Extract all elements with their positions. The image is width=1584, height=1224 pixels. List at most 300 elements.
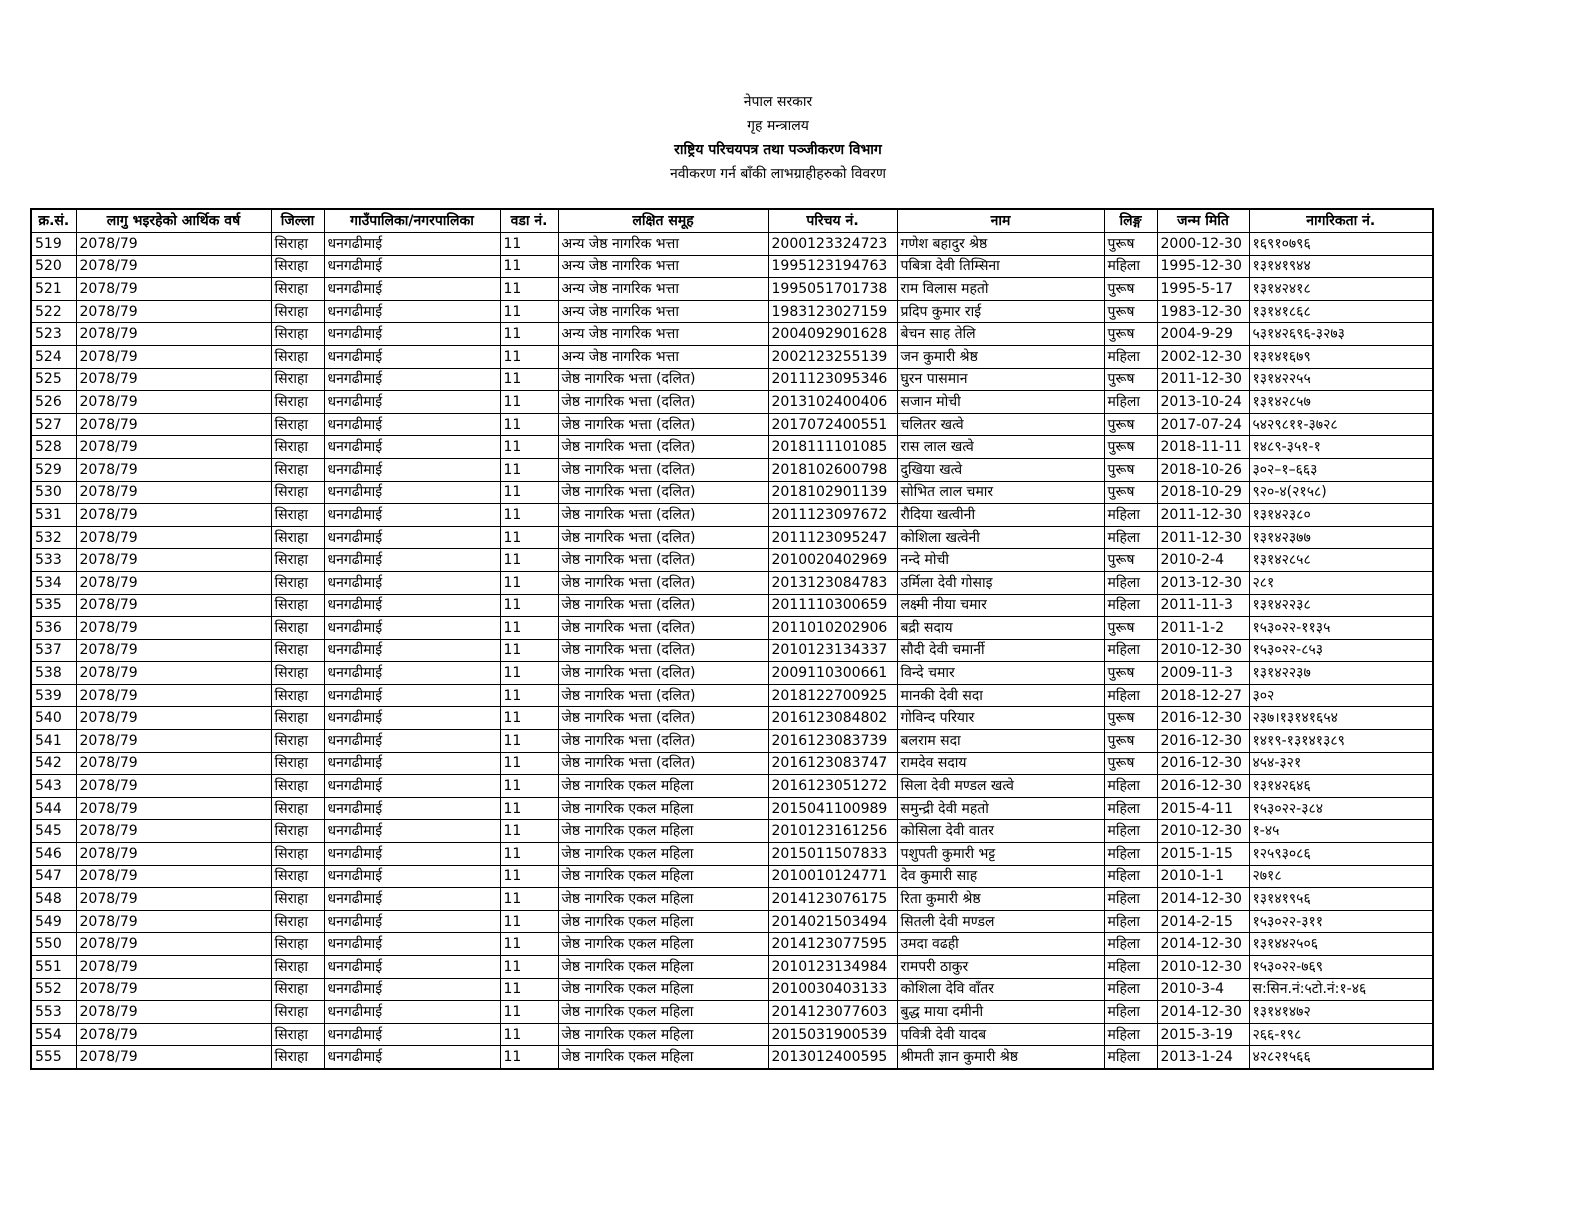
serial-cell: 530	[31, 481, 76, 504]
birth-date-cell: 2009-11-3	[1157, 662, 1249, 685]
name-cell: राम विलास महतो	[897, 278, 1104, 301]
gender-cell: महिला	[1104, 345, 1157, 368]
birth-date-cell: 2014-12-30	[1157, 933, 1249, 956]
birth-date-cell: 2013-10-24	[1157, 391, 1249, 414]
ward-cell: 11	[500, 594, 558, 617]
table-row	[31, 255, 1433, 278]
municipality-cell: धनगढीमाई	[324, 345, 500, 368]
ward-cell: 11	[500, 707, 558, 730]
ward-cell: 11	[500, 345, 558, 368]
municipality-cell: धनगढीमाई	[324, 956, 500, 979]
birth-date-cell: 2010-2-4	[1157, 549, 1249, 572]
target-group-cell: जेष्ठ नागरिक एकल महिला	[558, 1023, 768, 1046]
name-cell: बुद्ध माया दमीनी	[897, 1001, 1104, 1024]
gender-cell: महिला	[1104, 775, 1157, 798]
birth-date-cell: 2015-3-19	[1157, 1023, 1249, 1046]
fiscal-year-cell: 2078/79	[76, 662, 271, 685]
id-number-cell: 2018122700925	[768, 684, 897, 707]
id-number-cell: 2014123076175	[768, 888, 897, 911]
target-group-cell: अन्य जेष्ठ नागरिक भत्ता	[558, 255, 768, 278]
district-cell: सिराहा	[271, 323, 324, 346]
gender-cell: महिला	[1104, 594, 1157, 617]
name-cell: जन कुमारी श्रेष्ठ	[897, 345, 1104, 368]
municipality-cell: धनगढीमाई	[324, 413, 500, 436]
table-row	[31, 684, 1433, 707]
name-cell: बेचन साह तेलि	[897, 323, 1104, 346]
municipality-cell: धनगढीमाई	[324, 526, 500, 549]
ward-cell: 11	[500, 888, 558, 911]
birth-date-cell: 2015-4-11	[1157, 797, 1249, 820]
district-cell: सिराहा	[271, 436, 324, 459]
col-header-birth-date: जन्म मिति	[1157, 209, 1249, 233]
ward-cell: 11	[500, 233, 558, 256]
target-group-cell: जेष्ठ नागरिक भत्ता (दलित)	[558, 730, 768, 753]
serial-cell: 552	[31, 978, 76, 1001]
table-row	[31, 391, 1433, 414]
table-row	[31, 865, 1433, 888]
beneficiary-table	[30, 208, 1434, 1070]
table-row	[31, 843, 1433, 866]
municipality-cell: धनगढीमाई	[324, 684, 500, 707]
col-header-ward: वडा नं.	[500, 209, 558, 233]
id-number-cell: 2011123095247	[768, 526, 897, 549]
municipality-cell: धनगढीमाई	[324, 300, 500, 323]
target-group-cell: जेष्ठ नागरिक भत्ता (दलित)	[558, 481, 768, 504]
district-cell: सिराहा	[271, 639, 324, 662]
target-group-cell: अन्य जेष्ठ नागरिक भत्ता	[558, 345, 768, 368]
birth-date-cell: 2013-1-24	[1157, 1046, 1249, 1069]
id-number-cell: 2016123083739	[768, 730, 897, 753]
id-number-cell: 2013102400406	[768, 391, 897, 414]
target-group-cell: जेष्ठ नागरिक भत्ता (दलित)	[558, 594, 768, 617]
table-row	[31, 458, 1433, 481]
municipality-cell: धनगढीमाई	[324, 843, 500, 866]
district-cell: सिराहा	[271, 662, 324, 685]
district-cell: सिराहा	[271, 413, 324, 436]
name-cell: सिला देवी मण्डल खत्वे	[897, 775, 1104, 798]
fiscal-year-cell: 2078/79	[76, 594, 271, 617]
target-group-cell: जेष्ठ नागरिक एकल महिला	[558, 865, 768, 888]
fiscal-year-cell: 2078/79	[76, 978, 271, 1001]
id-number-cell: 2010010124771	[768, 865, 897, 888]
id-number-cell: 2011123097672	[768, 504, 897, 527]
municipality-cell: धनगढीमाई	[324, 933, 500, 956]
district-cell: सिराहा	[271, 233, 324, 256]
ward-cell: 11	[500, 843, 558, 866]
serial-cell: 529	[31, 458, 76, 481]
birth-date-cell: 2018-10-26	[1157, 458, 1249, 481]
target-group-cell: जेष्ठ नागरिक एकल महिला	[558, 820, 768, 843]
citizenship-number-cell: १५३०२२-३११	[1249, 910, 1433, 933]
serial-cell: 528	[31, 436, 76, 459]
name-cell: कोसिला देवी वातर	[897, 820, 1104, 843]
fiscal-year-cell: 2078/79	[76, 684, 271, 707]
id-number-cell: 2010123161256	[768, 820, 897, 843]
name-cell: लक्ष्मी नीया चमार	[897, 594, 1104, 617]
target-group-cell: जेष्ठ नागरिक एकल महिला	[558, 933, 768, 956]
serial-cell: 543	[31, 775, 76, 798]
district-cell: सिराहा	[271, 888, 324, 911]
table-row	[31, 345, 1433, 368]
district-cell: सिराहा	[271, 820, 324, 843]
serial-cell: 551	[31, 956, 76, 979]
citizenship-number-cell: १२५९३०८६	[1249, 843, 1433, 866]
target-group-cell: जेष्ठ नागरिक भत्ता (दलित)	[558, 549, 768, 572]
district-cell: सिराहा	[271, 391, 324, 414]
ward-cell: 11	[500, 391, 558, 414]
ward-cell: 11	[500, 662, 558, 685]
birth-date-cell: 2014-2-15	[1157, 910, 1249, 933]
fiscal-year-cell: 2078/79	[76, 910, 271, 933]
table-row	[31, 233, 1433, 256]
table-row	[31, 888, 1433, 911]
ward-cell: 11	[500, 639, 558, 662]
target-group-cell: जेष्ठ नागरिक भत्ता (दलित)	[558, 436, 768, 459]
birth-date-cell: 2011-11-3	[1157, 594, 1249, 617]
municipality-cell: धनगढीमाई	[324, 549, 500, 572]
id-number-cell: 2014021503494	[768, 910, 897, 933]
target-group-cell: जेष्ठ नागरिक भत्ता (दलित)	[558, 413, 768, 436]
district-cell: सिराहा	[271, 526, 324, 549]
col-header-district: जिल्ला	[271, 209, 324, 233]
serial-cell: 523	[31, 323, 76, 346]
citizenship-number-cell: १३१४२६४६	[1249, 775, 1433, 798]
citizenship-number-cell: १३१४१६७९	[1249, 345, 1433, 368]
citizenship-number-cell: १३१४१८६८	[1249, 300, 1433, 323]
citizenship-number-cell: १३१४२२३८	[1249, 594, 1433, 617]
target-group-cell: जेष्ठ नागरिक भत्ता (दलित)	[558, 752, 768, 775]
table-row	[31, 797, 1433, 820]
name-cell: विन्दे चमार	[897, 662, 1104, 685]
gender-cell: महिला	[1104, 526, 1157, 549]
col-header-name: नाम	[897, 209, 1104, 233]
birth-date-cell: 2011-12-30	[1157, 526, 1249, 549]
target-group-cell: जेष्ठ नागरिक भत्ता (दलित)	[558, 571, 768, 594]
name-cell: गणेश बहादुर श्रेष्ठ	[897, 233, 1104, 256]
target-group-cell: जेष्ठ नागरिक भत्ता (दलित)	[558, 617, 768, 640]
target-group-cell: जेष्ठ नागरिक भत्ता (दलित)	[558, 526, 768, 549]
district-cell: सिराहा	[271, 730, 324, 753]
table-row	[31, 662, 1433, 685]
target-group-cell: अन्य जेष्ठ नागरिक भत्ता	[558, 323, 768, 346]
fiscal-year-cell: 2078/79	[76, 549, 271, 572]
header-department: राष्ट्रिय परिचयपत्र तथा पञ्जीकरण विभाग	[674, 142, 882, 158]
gender-cell: महिला	[1104, 571, 1157, 594]
citizenship-number-cell: १-४५	[1249, 820, 1433, 843]
serial-cell: 533	[31, 549, 76, 572]
citizenship-number-cell: २६६-१९८	[1249, 1023, 1433, 1046]
table-row	[31, 820, 1433, 843]
citizenship-number-cell: १५३०२२-३८४	[1249, 797, 1433, 820]
ward-cell: 11	[500, 730, 558, 753]
fiscal-year-cell: 2078/79	[76, 255, 271, 278]
table-row	[31, 323, 1433, 346]
col-header-fiscal-year: लागु भइरहेको आर्थिक वर्ष	[76, 209, 271, 233]
ward-cell: 11	[500, 368, 558, 391]
id-number-cell: 2018102600798	[768, 458, 897, 481]
header-ministry: गृह मन्त्रालय	[747, 118, 809, 134]
table-row	[31, 413, 1433, 436]
gender-cell: महिला	[1104, 504, 1157, 527]
serial-cell: 534	[31, 571, 76, 594]
serial-cell: 537	[31, 639, 76, 662]
birth-date-cell: 2016-12-30	[1157, 775, 1249, 798]
district-cell: सिराहा	[271, 345, 324, 368]
ward-cell: 11	[500, 684, 558, 707]
table-header-row	[31, 209, 1433, 233]
citizenship-number-cell: ३०२–१–६६३	[1249, 458, 1433, 481]
ward-cell: 11	[500, 956, 558, 979]
serial-cell: 545	[31, 820, 76, 843]
name-cell: रास लाल खत्वे	[897, 436, 1104, 459]
birth-date-cell: 2010-12-30	[1157, 956, 1249, 979]
id-number-cell: 1983123027159	[768, 300, 897, 323]
ward-cell: 11	[500, 255, 558, 278]
fiscal-year-cell: 2078/79	[76, 504, 271, 527]
target-group-cell: जेष्ठ नागरिक एकल महिला	[558, 910, 768, 933]
gender-cell: महिला	[1104, 255, 1157, 278]
serial-cell: 554	[31, 1023, 76, 1046]
citizenship-number-cell: ४५४-३२१	[1249, 752, 1433, 775]
target-group-cell: जेष्ठ नागरिक एकल महिला	[558, 1046, 768, 1069]
birth-date-cell: 2018-12-27	[1157, 684, 1249, 707]
fiscal-year-cell: 2078/79	[76, 617, 271, 640]
birth-date-cell: 2010-12-30	[1157, 820, 1249, 843]
ward-cell: 11	[500, 910, 558, 933]
name-cell: कोशिला देवि वाँतर	[897, 978, 1104, 1001]
ward-cell: 11	[500, 1046, 558, 1069]
citizenship-number-cell: १३१४२२३७	[1249, 662, 1433, 685]
fiscal-year-cell: 2078/79	[76, 571, 271, 594]
district-cell: सिराहा	[271, 752, 324, 775]
ward-cell: 11	[500, 323, 558, 346]
name-cell: उर्मिला देवी गोसाइ	[897, 571, 1104, 594]
name-cell: रिता कुमारी श्रेष्ठ	[897, 888, 1104, 911]
birth-date-cell: 2016-12-30	[1157, 752, 1249, 775]
serial-cell: 525	[31, 368, 76, 391]
district-cell: सिराहा	[271, 368, 324, 391]
municipality-cell: धनगढीमाई	[324, 707, 500, 730]
citizenship-number-cell: ५३१४२६९६-३२७३	[1249, 323, 1433, 346]
fiscal-year-cell: 2078/79	[76, 1023, 271, 1046]
ward-cell: 11	[500, 820, 558, 843]
serial-cell: 535	[31, 594, 76, 617]
table-row	[31, 481, 1433, 504]
fiscal-year-cell: 2078/79	[76, 865, 271, 888]
municipality-cell: धनगढीमाई	[324, 323, 500, 346]
citizenship-number-cell: १५३०२२-७६९	[1249, 956, 1433, 979]
district-cell: सिराहा	[271, 956, 324, 979]
birth-date-cell: 2004-9-29	[1157, 323, 1249, 346]
table-row	[31, 956, 1433, 979]
name-cell: रामदेव सदाय	[897, 752, 1104, 775]
target-group-cell: जेष्ठ नागरिक भत्ता (दलित)	[558, 662, 768, 685]
birth-date-cell: 2014-12-30	[1157, 888, 1249, 911]
name-cell: समुन्द्री देवी महतो	[897, 797, 1104, 820]
district-cell: सिराहा	[271, 481, 324, 504]
col-header-serial: क्र.सं.	[31, 209, 76, 233]
id-number-cell: 1995123194763	[768, 255, 897, 278]
target-group-cell: जेष्ठ नागरिक एकल महिला	[558, 843, 768, 866]
gender-cell: पुरूष	[1104, 549, 1157, 572]
municipality-cell: धनगढीमाई	[324, 639, 500, 662]
target-group-cell: जेष्ठ नागरिक भत्ता (दलित)	[558, 707, 768, 730]
name-cell: सितली देवी मण्डल	[897, 910, 1104, 933]
id-number-cell: 2018111101085	[768, 436, 897, 459]
target-group-cell: जेष्ठ नागरिक भत्ता (दलित)	[558, 458, 768, 481]
id-number-cell: 2010020402969	[768, 549, 897, 572]
id-number-cell: 2016123051272	[768, 775, 897, 798]
id-number-cell: 2016123083747	[768, 752, 897, 775]
table-row	[31, 617, 1433, 640]
name-cell: रामपरी ठाकुर	[897, 956, 1104, 979]
fiscal-year-cell: 2078/79	[76, 843, 271, 866]
citizenship-number-cell: १५३०२२-८५३	[1249, 639, 1433, 662]
gender-cell: पुरूष	[1104, 752, 1157, 775]
district-cell: सिराहा	[271, 978, 324, 1001]
citizenship-number-cell: ४२८२१५६६	[1249, 1046, 1433, 1069]
municipality-cell: धनगढीमाई	[324, 368, 500, 391]
ward-cell: 11	[500, 436, 558, 459]
id-number-cell: 2015031900539	[768, 1023, 897, 1046]
municipality-cell: धनगढीमाई	[324, 571, 500, 594]
target-group-cell: अन्य जेष्ठ नागरिक भत्ता	[558, 300, 768, 323]
col-header-citizenship-number: नागरिकता नं.	[1249, 209, 1433, 233]
table-row	[31, 1046, 1433, 1069]
gender-cell: महिला	[1104, 865, 1157, 888]
id-number-cell: 2000123324723	[768, 233, 897, 256]
municipality-cell: धनगढीमाई	[324, 730, 500, 753]
serial-cell: 542	[31, 752, 76, 775]
citizenship-number-cell: १३१४२८५८	[1249, 549, 1433, 572]
birth-date-cell: 2015-1-15	[1157, 843, 1249, 866]
id-number-cell: 2011110300659	[768, 594, 897, 617]
serial-cell: 527	[31, 413, 76, 436]
id-number-cell: 2018102901139	[768, 481, 897, 504]
serial-cell: 522	[31, 300, 76, 323]
name-cell: सोभित लाल चमार	[897, 481, 1104, 504]
ward-cell: 11	[500, 933, 558, 956]
fiscal-year-cell: 2078/79	[76, 820, 271, 843]
gender-cell: महिला	[1104, 639, 1157, 662]
serial-cell: 520	[31, 255, 76, 278]
gender-cell: पुरूष	[1104, 481, 1157, 504]
gender-cell: महिला	[1104, 1023, 1157, 1046]
fiscal-year-cell: 2078/79	[76, 413, 271, 436]
gender-cell: महिला	[1104, 820, 1157, 843]
target-group-cell: जेष्ठ नागरिक एकल महिला	[558, 956, 768, 979]
district-cell: सिराहा	[271, 843, 324, 866]
district-cell: सिराहा	[271, 797, 324, 820]
municipality-cell: धनगढीमाई	[324, 888, 500, 911]
gender-cell: महिला	[1104, 684, 1157, 707]
serial-cell: 532	[31, 526, 76, 549]
district-cell: सिराहा	[271, 594, 324, 617]
municipality-cell: धनगढीमाई	[324, 391, 500, 414]
serial-cell: 531	[31, 504, 76, 527]
citizenship-number-cell: १४१९-१३१४१३८९	[1249, 730, 1433, 753]
municipality-cell: धनगढीमाई	[324, 594, 500, 617]
ward-cell: 11	[500, 549, 558, 572]
name-cell: पवित्री देवी यादब	[897, 1023, 1104, 1046]
municipality-cell: धनगढीमाई	[324, 797, 500, 820]
table-body	[31, 233, 1433, 1069]
fiscal-year-cell: 2078/79	[76, 797, 271, 820]
ward-cell: 11	[500, 458, 558, 481]
name-cell: कोशिला खत्वेनी	[897, 526, 1104, 549]
fiscal-year-cell: 2078/79	[76, 639, 271, 662]
name-cell: सौदी देवी चमार्नी	[897, 639, 1104, 662]
name-cell: घुरन पासमान	[897, 368, 1104, 391]
citizenship-number-cell: १३१४२३८०	[1249, 504, 1433, 527]
table-row	[31, 1001, 1433, 1024]
district-cell: सिराहा	[271, 255, 324, 278]
serial-cell: 538	[31, 662, 76, 685]
district-cell: सिराहा	[271, 933, 324, 956]
gender-cell: महिला	[1104, 933, 1157, 956]
ward-cell: 11	[500, 481, 558, 504]
birth-date-cell: 1983-12-30	[1157, 300, 1249, 323]
name-cell: चलितर खत्वे	[897, 413, 1104, 436]
fiscal-year-cell: 2078/79	[76, 730, 271, 753]
birth-date-cell: 2010-12-30	[1157, 639, 1249, 662]
target-group-cell: अन्य जेष्ठ नागरिक भत्ता	[558, 278, 768, 301]
citizenship-number-cell: २७१८	[1249, 865, 1433, 888]
serial-cell: 521	[31, 278, 76, 301]
ward-cell: 11	[500, 797, 558, 820]
name-cell: दुखिया खत्वे	[897, 458, 1104, 481]
citizenship-number-cell: ३०२	[1249, 684, 1433, 707]
col-header-gender: लिङ्ग	[1104, 209, 1157, 233]
fiscal-year-cell: 2078/79	[76, 1046, 271, 1069]
serial-cell: 548	[31, 888, 76, 911]
ward-cell: 11	[500, 775, 558, 798]
citizenship-number-cell: १३१४२४१८	[1249, 278, 1433, 301]
fiscal-year-cell: 2078/79	[76, 345, 271, 368]
district-cell: सिराहा	[271, 278, 324, 301]
target-group-cell: जेष्ठ नागरिक भत्ता (दलित)	[558, 684, 768, 707]
table-row	[31, 300, 1433, 323]
municipality-cell: धनगढीमाई	[324, 481, 500, 504]
municipality-cell: धनगढीमाई	[324, 978, 500, 1001]
fiscal-year-cell: 2078/79	[76, 391, 271, 414]
gender-cell: महिला	[1104, 391, 1157, 414]
serial-cell: 544	[31, 797, 76, 820]
citizenship-number-cell: ९२०-४(२१५८)	[1249, 481, 1433, 504]
citizenship-number-cell: २८१	[1249, 571, 1433, 594]
municipality-cell: धनगढीमाई	[324, 1046, 500, 1069]
fiscal-year-cell: 2078/79	[76, 458, 271, 481]
fiscal-year-cell: 2078/79	[76, 1001, 271, 1024]
fiscal-year-cell: 2078/79	[76, 368, 271, 391]
district-cell: सिराहा	[271, 458, 324, 481]
serial-cell: 541	[31, 730, 76, 753]
serial-cell: 549	[31, 910, 76, 933]
gender-cell: पुरूष	[1104, 368, 1157, 391]
district-cell: सिराहा	[271, 1023, 324, 1046]
name-cell: देव कुमारी साह	[897, 865, 1104, 888]
ward-cell: 11	[500, 865, 558, 888]
target-group-cell: जेष्ठ नागरिक एकल महिला	[558, 888, 768, 911]
citizenship-number-cell: १३१४२८५७	[1249, 391, 1433, 414]
id-number-cell: 2014123077595	[768, 933, 897, 956]
table-row	[31, 549, 1433, 572]
id-number-cell: 2015041100989	[768, 797, 897, 820]
citizenship-number-cell: १५३०२२-११३५	[1249, 617, 1433, 640]
serial-cell: 536	[31, 617, 76, 640]
fiscal-year-cell: 2078/79	[76, 300, 271, 323]
table-row	[31, 594, 1433, 617]
